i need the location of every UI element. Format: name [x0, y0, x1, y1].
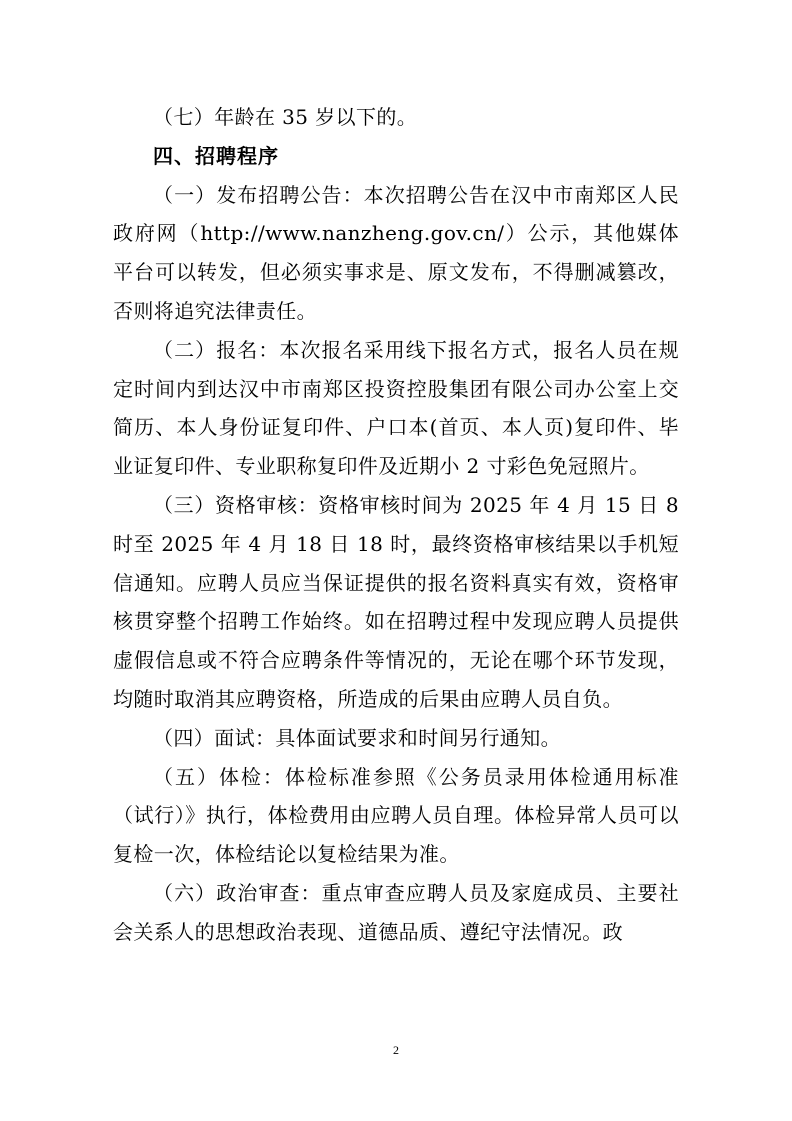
paragraph-registration: （二）报名：本次报名采用线下报名方式，报名人员在规定时间内到达汉中市南郑区投资控股集团有限公司办公室上交简历、本人身份证复印件、户口本(首页、本人页)复印件、毕业证复印件、专业职称复印件及近期小 2 寸彩色免冠照片。 — [113, 337, 679, 479]
paragraph-physical-exam: （五）体检：体检标准参照《公务员录用体检通用标准（试行）》执行，体检费用由应聘人员自理。体检异常人员可以复检一次，体检结论以复检结果为准。 — [113, 764, 679, 867]
paragraph-interview: （四）面试：具体面试要求和时间另行通知。 — [153, 725, 561, 750]
section-heading-recruitment-procedure: 四、招聘程序 — [153, 143, 279, 168]
paragraph-publish-announcement: （一）发布招聘公告：本次招聘公告在汉中市南郑区人民政府网（http://www.nanzheng.gov.cn/）公示，其他媒体平台可以转发，但必须实事求是、原文发布，不得删减篡改，否则将追究法律责任。 — [113, 182, 679, 323]
paragraph-qualification-review: （三）资格审核：资格审核时间为 2025 年 4 月 15 日 8 时至 2025 年 4 月 18 日 18 时，最终资格审核结果以手机短信通知。应聘人员应当保证提供的报名资料真实有效，资格审核贯穿整个招聘工作始终。如在招聘过程中发现应聘人员提供虚假信息或不符合应聘条件等情况的，无论在哪个环节发现，均随时取消其应聘资格，所造成的后果由应聘人员自负。 — [113, 492, 679, 711]
document-body — [113, 98, 679, 952]
paragraph-political-review: （六）政治审查：重点审查应聘人员及家庭成员、主要社会关系人的思想政治表现、道德品质、遵纪守法情况。政 — [113, 880, 679, 944]
paragraph-age-requirement: （七）年龄在 35 岁以下的。 — [153, 105, 418, 129]
page-number: 2 — [393, 1043, 399, 1057]
